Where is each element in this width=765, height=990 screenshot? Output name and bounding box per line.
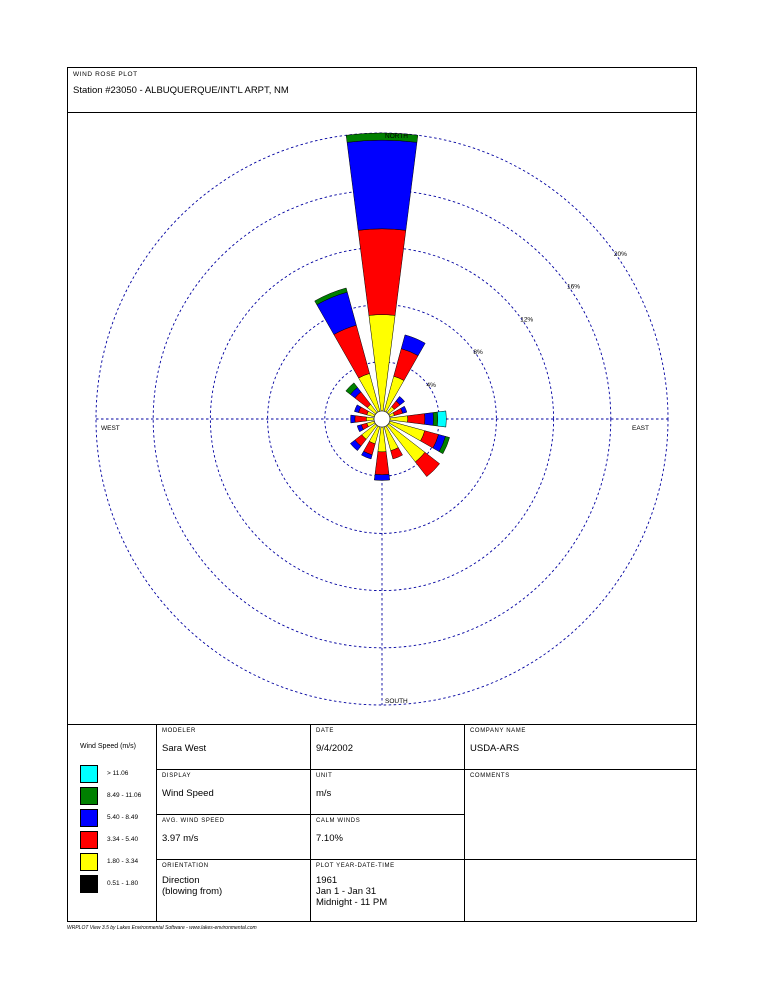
legend-swatch xyxy=(80,875,98,893)
plot-frame xyxy=(67,67,697,922)
calm-winds-value: 7.10% xyxy=(316,833,343,844)
legend-title: Wind Speed (m/s) xyxy=(80,743,137,750)
period-value: 1961 Jan 1 - Jan 31 Midnight - 11 PM xyxy=(316,875,388,908)
table-row-3 xyxy=(156,859,696,860)
display-value: Wind Speed xyxy=(162,788,214,799)
footer-credit: WRPLOT View 3.5 by Lakes Environmental Software - www.lakes-environmental.com xyxy=(67,925,257,931)
company-label: COMPANY NAME xyxy=(470,728,526,734)
legend-label: > 11.06 xyxy=(107,770,129,777)
petal-segment-0-2 xyxy=(358,229,406,316)
table-row-1 xyxy=(156,769,696,770)
legend-label: 0.51 - 1.80 xyxy=(107,880,139,887)
table-row-2 xyxy=(156,814,464,815)
table-divider-2 xyxy=(310,724,311,922)
compass-south: SOUTH xyxy=(385,698,408,705)
compass-east: EAST xyxy=(632,425,649,432)
ring-label: 4% xyxy=(426,382,436,390)
table-top-border xyxy=(68,724,696,725)
orientation-label: ORIENTATION xyxy=(162,863,209,869)
ring-label: 20% xyxy=(613,250,627,258)
plot-header xyxy=(68,68,696,113)
company-value: USDA-ARS xyxy=(470,743,520,754)
modeler-value: Sara West xyxy=(162,743,207,754)
display-label: DISPLAY xyxy=(162,773,192,779)
ring-label: 8% xyxy=(473,349,483,357)
modeler-label: MODELER xyxy=(162,728,196,734)
ring-label: 12% xyxy=(520,316,534,324)
legend-label: 8.49 - 11.06 xyxy=(107,792,142,799)
petal-segment-0-3 xyxy=(347,140,417,230)
period-label: PLOT YEAR-DATE-TIME xyxy=(316,863,395,869)
legend-swatch xyxy=(80,853,98,871)
legend-label: 3.34 - 5.40 xyxy=(107,836,139,843)
legend-swatch xyxy=(80,809,98,827)
date-label: DATE xyxy=(316,728,334,734)
petal-segment-270-2 xyxy=(355,416,367,423)
station-title: Station #23050 - ALBUQUERQUE/INT'L ARPT, NM xyxy=(73,85,289,96)
petal-segment-180-2 xyxy=(375,452,389,475)
legend-swatch xyxy=(80,765,98,783)
avg-speed-value: 3.97 m/s xyxy=(162,833,199,844)
petal-segment-180-3 xyxy=(374,474,389,480)
wind-rose-chart xyxy=(68,113,696,725)
ring-label: 16% xyxy=(567,283,581,291)
unit-label: UNIT xyxy=(316,773,333,779)
table-divider-1 xyxy=(156,724,157,922)
compass-west: WEST xyxy=(101,425,120,432)
unit-value: m/s xyxy=(316,788,332,799)
avg-speed-label: AVG. WIND SPEED xyxy=(162,818,225,824)
orientation-value: Direction (blowing from) xyxy=(162,875,223,897)
calm-circle xyxy=(374,411,390,427)
legend-label: 1.80 - 3.34 xyxy=(107,858,139,865)
petal-segment-90-2 xyxy=(408,414,425,425)
calm-winds-label: CALM WINDS xyxy=(316,818,361,824)
legend-swatch xyxy=(80,787,98,805)
comments-label: COMMENTS xyxy=(470,773,510,779)
plot-type-label: WIND ROSE PLOT xyxy=(73,71,138,78)
compass-north: NORTH xyxy=(385,133,408,140)
table-divider-3 xyxy=(464,724,465,922)
petal-segment-90-4 xyxy=(433,412,438,426)
petal-segment-270-1 xyxy=(366,417,374,421)
date-value: 9/4/2002 xyxy=(316,743,353,754)
petal-segment-180-1 xyxy=(378,427,386,452)
legend-label: 5.40 - 8.49 xyxy=(107,814,139,821)
petal-segment-90-3 xyxy=(425,413,434,426)
petal-segment-270-3 xyxy=(351,415,356,423)
petal-segment-90-1 xyxy=(390,416,408,422)
petal-segment-90-5 xyxy=(437,411,446,427)
legend-swatch xyxy=(80,831,98,849)
